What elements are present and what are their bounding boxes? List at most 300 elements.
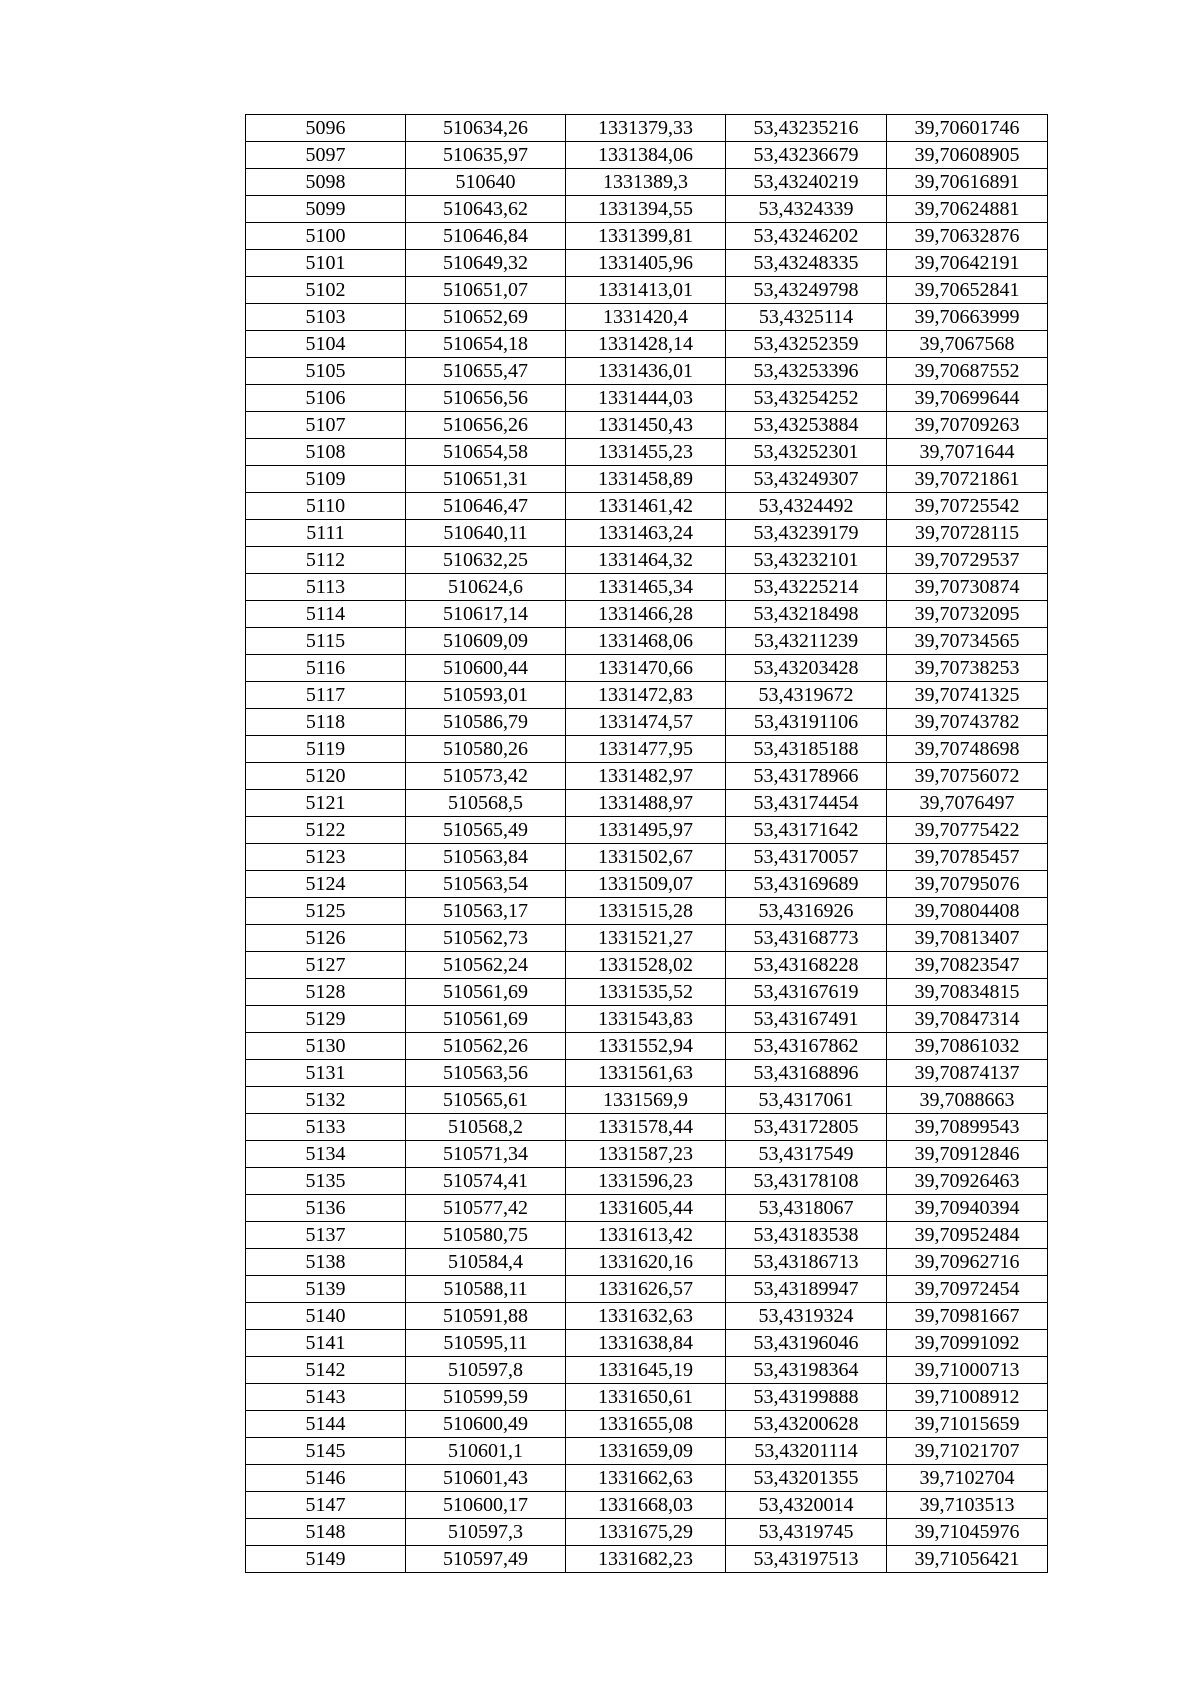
point-number-cell: 5106 xyxy=(246,385,406,412)
coordinates-table xyxy=(245,114,1048,1573)
table-row xyxy=(246,169,1048,196)
latitude-cell: 53,43186713 xyxy=(726,1249,887,1276)
latitude-cell: 53,43232101 xyxy=(726,547,887,574)
x-coordinate-cell: 510568,5 xyxy=(406,790,566,817)
x-coordinate-cell: 510577,42 xyxy=(406,1195,566,1222)
table-row xyxy=(246,655,1048,682)
x-coordinate-cell: 510646,47 xyxy=(406,493,566,520)
y-coordinate-cell: 1331444,03 xyxy=(566,385,726,412)
point-number-cell: 5120 xyxy=(246,763,406,790)
latitude-cell: 53,43178966 xyxy=(726,763,887,790)
y-coordinate-cell: 1331413,01 xyxy=(566,277,726,304)
y-coordinate-cell: 1331578,44 xyxy=(566,1114,726,1141)
y-coordinate-cell: 1331552,94 xyxy=(566,1033,726,1060)
latitude-cell: 53,43249798 xyxy=(726,277,887,304)
point-number-cell: 5101 xyxy=(246,250,406,277)
latitude-cell: 53,43253396 xyxy=(726,358,887,385)
y-coordinate-cell: 1331521,27 xyxy=(566,925,726,952)
x-coordinate-cell: 510656,26 xyxy=(406,412,566,439)
longitude-cell: 39,70642191 xyxy=(887,250,1048,277)
longitude-cell: 39,70991092 xyxy=(887,1330,1048,1357)
latitude-cell: 53,43235216 xyxy=(726,115,887,142)
x-coordinate-cell: 510597,8 xyxy=(406,1357,566,1384)
latitude-cell: 53,4319745 xyxy=(726,1519,887,1546)
latitude-cell: 53,4317549 xyxy=(726,1141,887,1168)
longitude-cell: 39,70741325 xyxy=(887,682,1048,709)
y-coordinate-cell: 1331466,28 xyxy=(566,601,726,628)
y-coordinate-cell: 1331561,63 xyxy=(566,1060,726,1087)
table-row xyxy=(246,412,1048,439)
point-number-cell: 5102 xyxy=(246,277,406,304)
longitude-cell: 39,71021707 xyxy=(887,1438,1048,1465)
point-number-cell: 5134 xyxy=(246,1141,406,1168)
latitude-cell: 53,43252359 xyxy=(726,331,887,358)
x-coordinate-cell: 510562,26 xyxy=(406,1033,566,1060)
longitude-cell: 39,70834815 xyxy=(887,979,1048,1006)
x-coordinate-cell: 510601,1 xyxy=(406,1438,566,1465)
table-row xyxy=(246,1519,1048,1546)
latitude-cell: 53,43203428 xyxy=(726,655,887,682)
table-row xyxy=(246,1249,1048,1276)
table-row xyxy=(246,871,1048,898)
x-coordinate-cell: 510601,43 xyxy=(406,1465,566,1492)
latitude-cell: 53,43198364 xyxy=(726,1357,887,1384)
point-number-cell: 5144 xyxy=(246,1411,406,1438)
table-row xyxy=(246,223,1048,250)
longitude-cell: 39,70874137 xyxy=(887,1060,1048,1087)
x-coordinate-cell: 510563,17 xyxy=(406,898,566,925)
point-number-cell: 5096 xyxy=(246,115,406,142)
x-coordinate-cell: 510563,84 xyxy=(406,844,566,871)
y-coordinate-cell: 1331613,42 xyxy=(566,1222,726,1249)
x-coordinate-cell: 510597,3 xyxy=(406,1519,566,1546)
point-number-cell: 5143 xyxy=(246,1384,406,1411)
x-coordinate-cell: 510565,61 xyxy=(406,1087,566,1114)
longitude-cell: 39,70795076 xyxy=(887,871,1048,898)
point-number-cell: 5138 xyxy=(246,1249,406,1276)
table-row xyxy=(246,1006,1048,1033)
longitude-cell: 39,71045976 xyxy=(887,1519,1048,1546)
table-row xyxy=(246,628,1048,655)
x-coordinate-cell: 510562,24 xyxy=(406,952,566,979)
x-coordinate-cell: 510561,69 xyxy=(406,979,566,1006)
longitude-cell: 39,7071644 xyxy=(887,439,1048,466)
table-row xyxy=(246,277,1048,304)
x-coordinate-cell: 510563,56 xyxy=(406,1060,566,1087)
point-number-cell: 5098 xyxy=(246,169,406,196)
y-coordinate-cell: 1331394,55 xyxy=(566,196,726,223)
y-coordinate-cell: 1331682,23 xyxy=(566,1546,726,1573)
point-number-cell: 5129 xyxy=(246,1006,406,1033)
longitude-cell: 39,70952484 xyxy=(887,1222,1048,1249)
table-row xyxy=(246,1276,1048,1303)
table-row xyxy=(246,1330,1048,1357)
latitude-cell: 53,43196046 xyxy=(726,1330,887,1357)
longitude-cell: 39,70926463 xyxy=(887,1168,1048,1195)
point-number-cell: 5114 xyxy=(246,601,406,628)
latitude-cell: 53,43172805 xyxy=(726,1114,887,1141)
longitude-cell: 39,70748698 xyxy=(887,736,1048,763)
x-coordinate-cell: 510563,54 xyxy=(406,871,566,898)
latitude-cell: 53,43218498 xyxy=(726,601,887,628)
x-coordinate-cell: 510595,11 xyxy=(406,1330,566,1357)
y-coordinate-cell: 1331461,42 xyxy=(566,493,726,520)
point-number-cell: 5103 xyxy=(246,304,406,331)
x-coordinate-cell: 510593,01 xyxy=(406,682,566,709)
latitude-cell: 53,43201114 xyxy=(726,1438,887,1465)
table-row xyxy=(246,736,1048,763)
latitude-cell: 53,43200628 xyxy=(726,1411,887,1438)
longitude-cell: 39,70847314 xyxy=(887,1006,1048,1033)
point-number-cell: 5124 xyxy=(246,871,406,898)
y-coordinate-cell: 1331495,97 xyxy=(566,817,726,844)
longitude-cell: 39,70813407 xyxy=(887,925,1048,952)
longitude-cell: 39,70756072 xyxy=(887,763,1048,790)
x-coordinate-cell: 510573,42 xyxy=(406,763,566,790)
longitude-cell: 39,70734565 xyxy=(887,628,1048,655)
point-number-cell: 5105 xyxy=(246,358,406,385)
point-number-cell: 5119 xyxy=(246,736,406,763)
longitude-cell: 39,7076497 xyxy=(887,790,1048,817)
table-row xyxy=(246,1060,1048,1087)
x-coordinate-cell: 510632,25 xyxy=(406,547,566,574)
latitude-cell: 53,43239179 xyxy=(726,520,887,547)
x-coordinate-cell: 510597,49 xyxy=(406,1546,566,1573)
y-coordinate-cell: 1331436,01 xyxy=(566,358,726,385)
latitude-cell: 53,43189947 xyxy=(726,1276,887,1303)
longitude-cell: 39,70972454 xyxy=(887,1276,1048,1303)
table-row xyxy=(246,1195,1048,1222)
y-coordinate-cell: 1331474,57 xyxy=(566,709,726,736)
y-coordinate-cell: 1331470,66 xyxy=(566,655,726,682)
table-row xyxy=(246,466,1048,493)
table-row xyxy=(246,1222,1048,1249)
x-coordinate-cell: 510591,88 xyxy=(406,1303,566,1330)
y-coordinate-cell: 1331569,9 xyxy=(566,1087,726,1114)
point-number-cell: 5140 xyxy=(246,1303,406,1330)
latitude-cell: 53,43254252 xyxy=(726,385,887,412)
latitude-cell: 53,43211239 xyxy=(726,628,887,655)
y-coordinate-cell: 1331626,57 xyxy=(566,1276,726,1303)
y-coordinate-cell: 1331458,89 xyxy=(566,466,726,493)
x-coordinate-cell: 510655,47 xyxy=(406,358,566,385)
y-coordinate-cell: 1331465,34 xyxy=(566,574,726,601)
longitude-cell: 39,70709263 xyxy=(887,412,1048,439)
latitude-cell: 53,4324339 xyxy=(726,196,887,223)
table-row xyxy=(246,520,1048,547)
x-coordinate-cell: 510643,62 xyxy=(406,196,566,223)
latitude-cell: 53,4319672 xyxy=(726,682,887,709)
latitude-cell: 53,43248335 xyxy=(726,250,887,277)
point-number-cell: 5108 xyxy=(246,439,406,466)
latitude-cell: 53,43168773 xyxy=(726,925,887,952)
latitude-cell: 53,4316926 xyxy=(726,898,887,925)
longitude-cell: 39,70732095 xyxy=(887,601,1048,628)
x-coordinate-cell: 510640,11 xyxy=(406,520,566,547)
table-row xyxy=(246,1492,1048,1519)
y-coordinate-cell: 1331405,96 xyxy=(566,250,726,277)
x-coordinate-cell: 510617,14 xyxy=(406,601,566,628)
x-coordinate-cell: 510646,84 xyxy=(406,223,566,250)
table-row xyxy=(246,1033,1048,1060)
latitude-cell: 53,43169689 xyxy=(726,871,887,898)
y-coordinate-cell: 1331668,03 xyxy=(566,1492,726,1519)
longitude-cell: 39,7102704 xyxy=(887,1465,1048,1492)
table-row xyxy=(246,115,1048,142)
point-number-cell: 5141 xyxy=(246,1330,406,1357)
y-coordinate-cell: 1331659,09 xyxy=(566,1438,726,1465)
longitude-cell: 39,70652841 xyxy=(887,277,1048,304)
latitude-cell: 53,4320014 xyxy=(726,1492,887,1519)
table-row xyxy=(246,1357,1048,1384)
y-coordinate-cell: 1331587,23 xyxy=(566,1141,726,1168)
latitude-cell: 53,4324492 xyxy=(726,493,887,520)
y-coordinate-cell: 1331384,06 xyxy=(566,142,726,169)
table-row xyxy=(246,493,1048,520)
point-number-cell: 5107 xyxy=(246,412,406,439)
table-row xyxy=(246,439,1048,466)
latitude-cell: 53,43249307 xyxy=(726,466,887,493)
table-row xyxy=(246,898,1048,925)
point-number-cell: 5115 xyxy=(246,628,406,655)
table-row xyxy=(246,1465,1048,1492)
point-number-cell: 5145 xyxy=(246,1438,406,1465)
latitude-cell: 53,43168896 xyxy=(726,1060,887,1087)
point-number-cell: 5121 xyxy=(246,790,406,817)
y-coordinate-cell: 1331502,67 xyxy=(566,844,726,871)
table-row xyxy=(246,925,1048,952)
y-coordinate-cell: 1331662,63 xyxy=(566,1465,726,1492)
x-coordinate-cell: 510654,18 xyxy=(406,331,566,358)
table-row xyxy=(246,817,1048,844)
longitude-cell: 39,7103513 xyxy=(887,1492,1048,1519)
longitude-cell: 39,70981667 xyxy=(887,1303,1048,1330)
x-coordinate-cell: 510656,56 xyxy=(406,385,566,412)
y-coordinate-cell: 1331488,97 xyxy=(566,790,726,817)
table-row xyxy=(246,385,1048,412)
longitude-cell: 39,70721861 xyxy=(887,466,1048,493)
table-row xyxy=(246,1411,1048,1438)
y-coordinate-cell: 1331605,44 xyxy=(566,1195,726,1222)
table-row xyxy=(246,709,1048,736)
longitude-cell: 39,70608905 xyxy=(887,142,1048,169)
latitude-cell: 53,43197513 xyxy=(726,1546,887,1573)
point-number-cell: 5116 xyxy=(246,655,406,682)
x-coordinate-cell: 510584,4 xyxy=(406,1249,566,1276)
table-row xyxy=(246,790,1048,817)
x-coordinate-cell: 510588,11 xyxy=(406,1276,566,1303)
point-number-cell: 5146 xyxy=(246,1465,406,1492)
y-coordinate-cell: 1331472,83 xyxy=(566,682,726,709)
point-number-cell: 5127 xyxy=(246,952,406,979)
y-coordinate-cell: 1331645,19 xyxy=(566,1357,726,1384)
point-number-cell: 5117 xyxy=(246,682,406,709)
latitude-cell: 53,43199888 xyxy=(726,1384,887,1411)
longitude-cell: 39,71000713 xyxy=(887,1357,1048,1384)
point-number-cell: 5131 xyxy=(246,1060,406,1087)
table-row xyxy=(246,1438,1048,1465)
latitude-cell: 53,43253884 xyxy=(726,412,887,439)
y-coordinate-cell: 1331399,81 xyxy=(566,223,726,250)
point-number-cell: 5139 xyxy=(246,1276,406,1303)
longitude-cell: 39,70730874 xyxy=(887,574,1048,601)
table-row xyxy=(246,844,1048,871)
table-row xyxy=(246,1141,1048,1168)
latitude-cell: 53,43178108 xyxy=(726,1168,887,1195)
table-row xyxy=(246,358,1048,385)
x-coordinate-cell: 510600,44 xyxy=(406,655,566,682)
longitude-cell: 39,71015659 xyxy=(887,1411,1048,1438)
x-coordinate-cell: 510654,58 xyxy=(406,439,566,466)
longitude-cell: 39,70729537 xyxy=(887,547,1048,574)
x-coordinate-cell: 510600,49 xyxy=(406,1411,566,1438)
latitude-cell: 53,43236679 xyxy=(726,142,887,169)
y-coordinate-cell: 1331528,02 xyxy=(566,952,726,979)
y-coordinate-cell: 1331632,63 xyxy=(566,1303,726,1330)
latitude-cell: 53,4318067 xyxy=(726,1195,887,1222)
latitude-cell: 53,4325114 xyxy=(726,304,887,331)
y-coordinate-cell: 1331655,08 xyxy=(566,1411,726,1438)
latitude-cell: 53,43167862 xyxy=(726,1033,887,1060)
x-coordinate-cell: 510568,2 xyxy=(406,1114,566,1141)
latitude-cell: 53,43183538 xyxy=(726,1222,887,1249)
longitude-cell: 39,70899543 xyxy=(887,1114,1048,1141)
longitude-cell: 39,70687552 xyxy=(887,358,1048,385)
longitude-cell: 39,70725542 xyxy=(887,493,1048,520)
y-coordinate-cell: 1331379,33 xyxy=(566,115,726,142)
y-coordinate-cell: 1331450,43 xyxy=(566,412,726,439)
latitude-cell: 53,43168228 xyxy=(726,952,887,979)
latitude-cell: 53,4319324 xyxy=(726,1303,887,1330)
x-coordinate-cell: 510652,69 xyxy=(406,304,566,331)
x-coordinate-cell: 510580,75 xyxy=(406,1222,566,1249)
y-coordinate-cell: 1331455,23 xyxy=(566,439,726,466)
coordinates-table-body xyxy=(246,115,1048,1573)
table-row xyxy=(246,1303,1048,1330)
latitude-cell: 53,43225214 xyxy=(726,574,887,601)
latitude-cell: 53,43191106 xyxy=(726,709,887,736)
longitude-cell: 39,71056421 xyxy=(887,1546,1048,1573)
table-row xyxy=(246,952,1048,979)
table-row xyxy=(246,331,1048,358)
point-number-cell: 5126 xyxy=(246,925,406,952)
y-coordinate-cell: 1331482,97 xyxy=(566,763,726,790)
longitude-cell: 39,70861032 xyxy=(887,1033,1048,1060)
longitude-cell: 39,70940394 xyxy=(887,1195,1048,1222)
table-row xyxy=(246,196,1048,223)
y-coordinate-cell: 1331638,84 xyxy=(566,1330,726,1357)
point-number-cell: 5136 xyxy=(246,1195,406,1222)
latitude-cell: 53,4317061 xyxy=(726,1087,887,1114)
point-number-cell: 5137 xyxy=(246,1222,406,1249)
x-coordinate-cell: 510562,73 xyxy=(406,925,566,952)
point-number-cell: 5112 xyxy=(246,547,406,574)
point-number-cell: 5113 xyxy=(246,574,406,601)
table-row xyxy=(246,601,1048,628)
point-number-cell: 5130 xyxy=(246,1033,406,1060)
table-row xyxy=(246,250,1048,277)
table-row xyxy=(246,763,1048,790)
point-number-cell: 5100 xyxy=(246,223,406,250)
table-row xyxy=(246,1384,1048,1411)
point-number-cell: 5132 xyxy=(246,1087,406,1114)
latitude-cell: 53,43170057 xyxy=(726,844,887,871)
y-coordinate-cell: 1331543,83 xyxy=(566,1006,726,1033)
table-row xyxy=(246,142,1048,169)
x-coordinate-cell: 510640 xyxy=(406,169,566,196)
point-number-cell: 5118 xyxy=(246,709,406,736)
latitude-cell: 53,43167491 xyxy=(726,1006,887,1033)
table-row xyxy=(246,1114,1048,1141)
longitude-cell: 39,70804408 xyxy=(887,898,1048,925)
table-row xyxy=(246,1168,1048,1195)
x-coordinate-cell: 510574,41 xyxy=(406,1168,566,1195)
table-row xyxy=(246,682,1048,709)
table-row xyxy=(246,1087,1048,1114)
table-row xyxy=(246,304,1048,331)
y-coordinate-cell: 1331650,61 xyxy=(566,1384,726,1411)
table-row xyxy=(246,979,1048,1006)
longitude-cell: 39,70699644 xyxy=(887,385,1048,412)
latitude-cell: 53,43171642 xyxy=(726,817,887,844)
y-coordinate-cell: 1331463,24 xyxy=(566,520,726,547)
x-coordinate-cell: 510580,26 xyxy=(406,736,566,763)
x-coordinate-cell: 510571,34 xyxy=(406,1141,566,1168)
table-row xyxy=(246,1546,1048,1573)
longitude-cell: 39,70616891 xyxy=(887,169,1048,196)
point-number-cell: 5097 xyxy=(246,142,406,169)
y-coordinate-cell: 1331535,52 xyxy=(566,979,726,1006)
point-number-cell: 5142 xyxy=(246,1357,406,1384)
longitude-cell: 39,70775422 xyxy=(887,817,1048,844)
point-number-cell: 5123 xyxy=(246,844,406,871)
y-coordinate-cell: 1331464,32 xyxy=(566,547,726,574)
longitude-cell: 39,70962716 xyxy=(887,1249,1048,1276)
longitude-cell: 39,70728115 xyxy=(887,520,1048,547)
table-row xyxy=(246,574,1048,601)
point-number-cell: 5135 xyxy=(246,1168,406,1195)
latitude-cell: 53,43252301 xyxy=(726,439,887,466)
longitude-cell: 39,70632876 xyxy=(887,223,1048,250)
latitude-cell: 53,43167619 xyxy=(726,979,887,1006)
point-number-cell: 5125 xyxy=(246,898,406,925)
longitude-cell: 39,70738253 xyxy=(887,655,1048,682)
y-coordinate-cell: 1331389,3 xyxy=(566,169,726,196)
latitude-cell: 53,43201355 xyxy=(726,1465,887,1492)
longitude-cell: 39,70743782 xyxy=(887,709,1048,736)
longitude-cell: 39,70663999 xyxy=(887,304,1048,331)
latitude-cell: 53,43246202 xyxy=(726,223,887,250)
latitude-cell: 53,43240219 xyxy=(726,169,887,196)
point-number-cell: 5149 xyxy=(246,1546,406,1573)
point-number-cell: 5128 xyxy=(246,979,406,1006)
x-coordinate-cell: 510651,07 xyxy=(406,277,566,304)
longitude-cell: 39,70785457 xyxy=(887,844,1048,871)
y-coordinate-cell: 1331468,06 xyxy=(566,628,726,655)
x-coordinate-cell: 510561,69 xyxy=(406,1006,566,1033)
point-number-cell: 5148 xyxy=(246,1519,406,1546)
longitude-cell: 39,70823547 xyxy=(887,952,1048,979)
point-number-cell: 5122 xyxy=(246,817,406,844)
y-coordinate-cell: 1331620,16 xyxy=(566,1249,726,1276)
y-coordinate-cell: 1331509,07 xyxy=(566,871,726,898)
y-coordinate-cell: 1331515,28 xyxy=(566,898,726,925)
longitude-cell: 39,70601746 xyxy=(887,115,1048,142)
longitude-cell: 39,70624881 xyxy=(887,196,1048,223)
x-coordinate-cell: 510649,32 xyxy=(406,250,566,277)
x-coordinate-cell: 510609,09 xyxy=(406,628,566,655)
point-number-cell: 5109 xyxy=(246,466,406,493)
